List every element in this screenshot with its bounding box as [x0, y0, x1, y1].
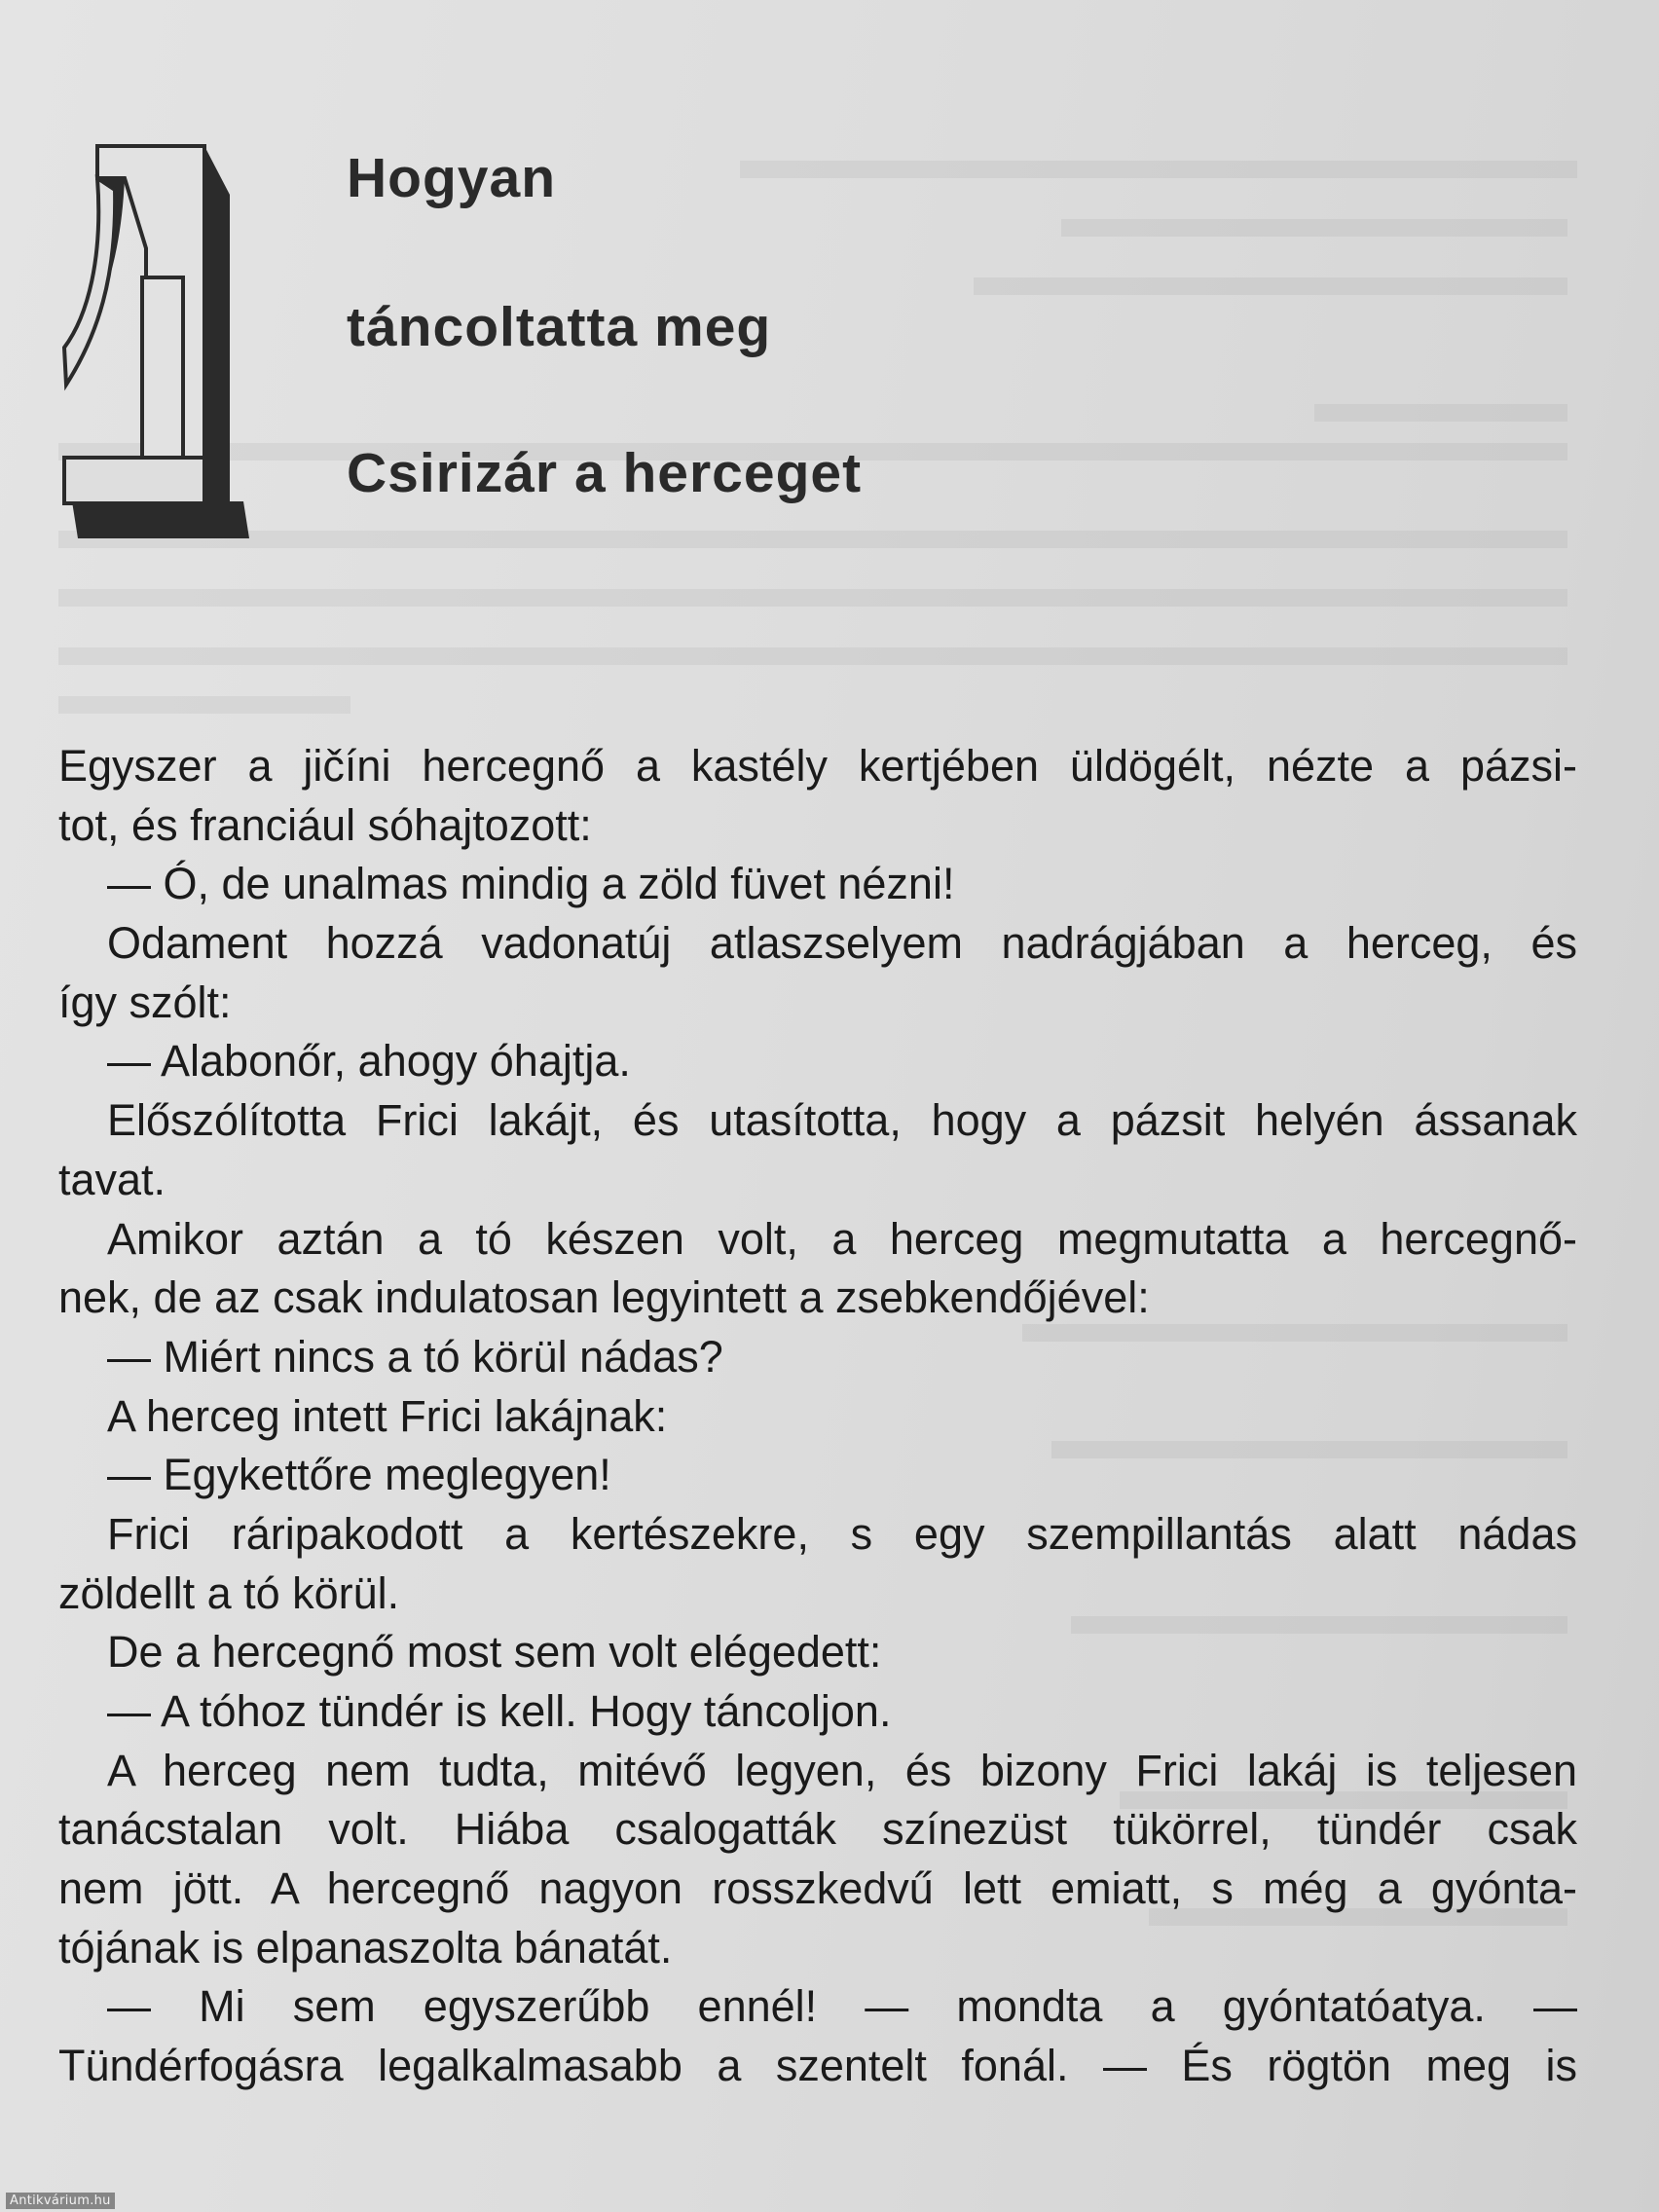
text-line-9: Amikor aztán a tó készen volt, a herceg megmutatta a hercegnő- [107, 1213, 1577, 1264]
text-line-17: — A tóhoz tündér is kell. Hogy táncoljon. [107, 1686, 892, 1736]
chapter-title-line-1: Hogyan [347, 147, 557, 209]
text-line-21: tójának is elpanaszolta bánatát. [58, 1922, 673, 1972]
text-line-19: tanácstalan volt. Hiába csalogatták színezüst tükörrel, tündér csak [58, 1804, 1577, 1855]
text-line-12: A herceg intett Frici lakájnak: [107, 1390, 668, 1441]
text-line-18: A herceg nem tudta, mitévő legyen, és bizony Frici lakáj is teljesen [107, 1745, 1577, 1795]
text-line-14: Frici ráripakodott a kertészekre, s egy szempillantás alatt nádas [107, 1508, 1577, 1559]
chapter-number-one-graphic [58, 141, 253, 550]
text-line-10: nek, de az csak indulatosan legyintett a zsebkendőjével: [58, 1272, 1150, 1323]
story-text [58, 737, 1577, 2096]
chapter-title-line-3: Csirizár a herceget [347, 442, 863, 504]
text-line-1: Egyszer a jičíni hercegnő a kastély kertjében üldögélt, nézte a pázsi- [58, 741, 1577, 791]
text-line-15: zöldellt a tó körül. [58, 1567, 400, 1618]
text-line-16: De a hercegnő most sem volt elégedett: [107, 1627, 882, 1677]
text-line-3: — Ó, de unalmas mindig a zöld füvet nézni! [107, 859, 955, 909]
chapter-title-line-2: táncoltatta meg [347, 296, 772, 358]
text-line-5: így szólt: [58, 977, 232, 1027]
text-line-20: nem jött. A hercegnő nagyon rosszkedvű lett emiatt, s még a gyónta- [58, 1863, 1577, 1914]
text-line-2: tot, és franciául sóhajtozott: [58, 799, 592, 850]
text-line-6: — Alabonőr, ahogy óhajtja. [107, 1036, 631, 1087]
text-line-8: tavat. [58, 1154, 166, 1204]
text-line-13: — Egykettőre meglegyen! [107, 1450, 611, 1500]
text-line-4: Odament hozzá vadonatúj atlaszselyem nadrágjában a herceg, és [107, 918, 1577, 969]
site-watermark: Antikvárium.hu [6, 2193, 115, 2209]
text-line-7: Előszólította Frici lakájt, és utasította, hogy a pázsit helyén ássanak [107, 1095, 1577, 1146]
text-line-11: — Miért nincs a tó körül nádas? [107, 1331, 723, 1382]
text-line-22: — Mi sem egyszerűbb ennél! — mondta a gyóntatóatya. — [107, 1981, 1577, 2032]
text-line-23: Tündérfogásra legalkalmasabb a szentelt fonál. — És rögtön meg is [58, 2041, 1577, 2091]
